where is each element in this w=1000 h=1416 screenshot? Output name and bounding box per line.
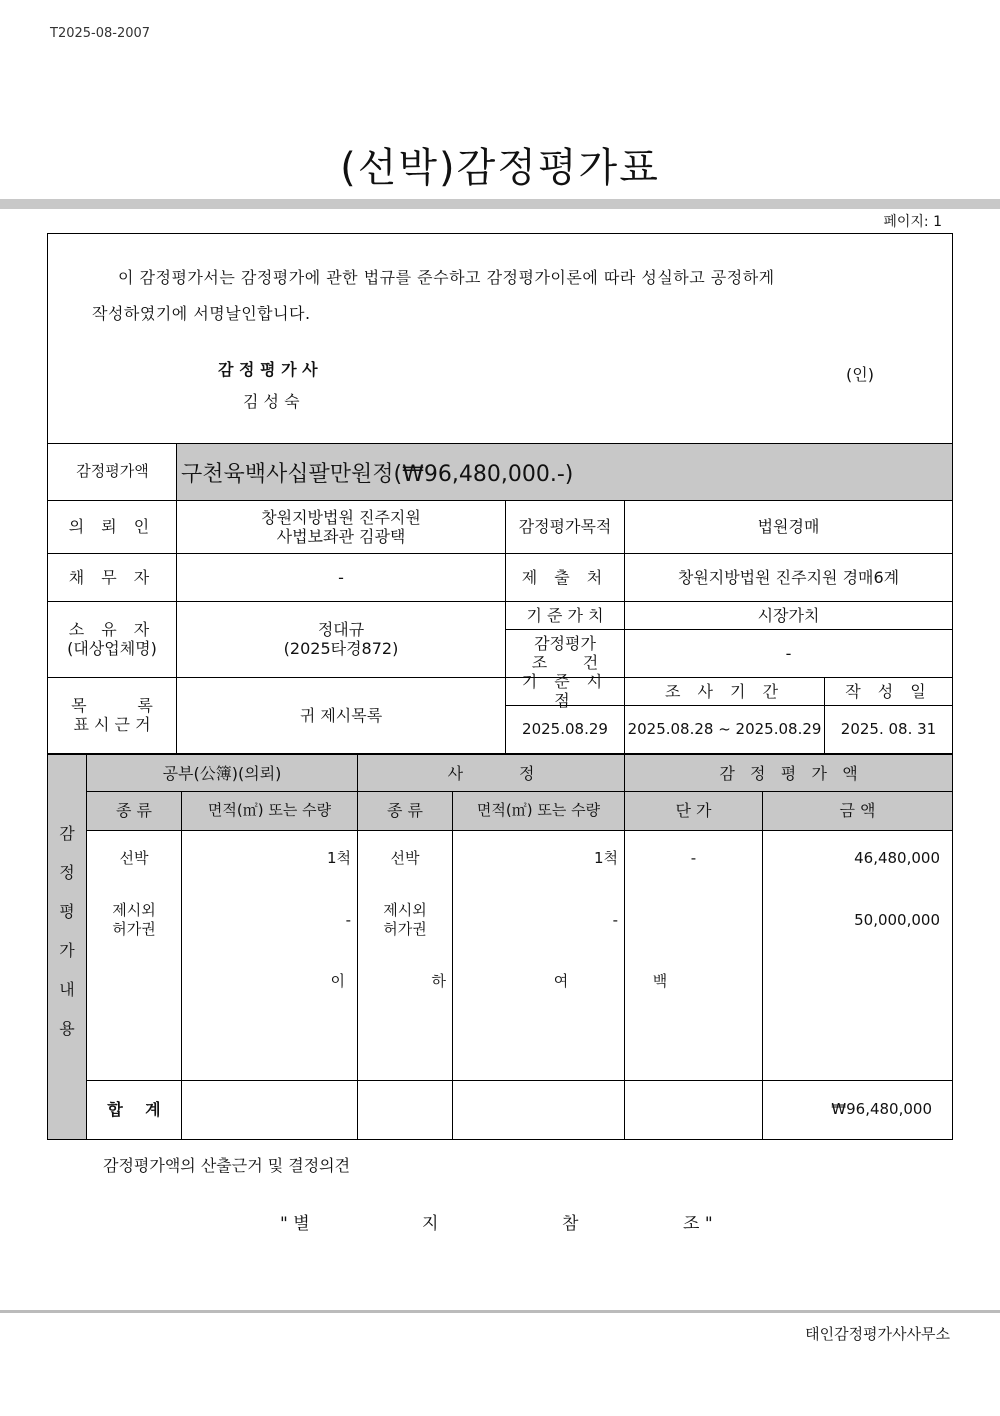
side-char-3: 평 bbox=[59, 902, 75, 921]
condition-label-line1: 감정평가 bbox=[534, 634, 596, 653]
submit-to-label: 제 출 처 bbox=[521, 567, 609, 587]
appraisal-header: 감 정 평 가 액 bbox=[719, 763, 858, 783]
row2-kind2: 제시외 허가권 bbox=[383, 901, 427, 938]
document-number: T2025-08-2007 bbox=[50, 26, 151, 41]
row1-amount: 46,480,000 bbox=[854, 848, 940, 867]
owner-label-line2: (대상업체명) bbox=[67, 639, 157, 658]
base-date-value: 2025.08.29 bbox=[522, 719, 608, 738]
page-title: (선박)감정평가표 bbox=[340, 145, 660, 191]
condition-label bbox=[506, 629, 624, 677]
appraisal-amount-value: 구천육백사십팔만원정(₩96,480,000.-) bbox=[177, 444, 952, 500]
separate-sheet-close: 조 " bbox=[683, 1214, 713, 1234]
list-basis-label-line1: 목 록 bbox=[71, 696, 153, 715]
appraiser-label: 감 정 평 가 사 bbox=[218, 360, 318, 379]
side-char-6: 용 bbox=[59, 1019, 75, 1038]
declaration-line1: 이 감정평가서는 감정평가에 관한 법규를 준수하고 감정평가이론에 따라 성실하고 공정하게 bbox=[118, 268, 775, 287]
row2-qty: - bbox=[345, 910, 351, 929]
side-char-1: 감 bbox=[59, 824, 75, 843]
purpose-value: 법원경매 bbox=[757, 517, 820, 536]
side-char-2: 정 bbox=[59, 863, 75, 882]
written-date-value: 2025. 08. 31 bbox=[840, 719, 937, 738]
seal-mark: (인) bbox=[846, 365, 874, 384]
separate-sheet-char-ji: 지 bbox=[422, 1214, 439, 1234]
row1-unit-price: - bbox=[690, 848, 697, 867]
debtor-label: 채 무 자 bbox=[68, 567, 156, 587]
appraisal-form bbox=[47, 233, 953, 1140]
base-date-label: 기 준 시 점 bbox=[521, 672, 609, 710]
row1-qty2: 1척 bbox=[593, 848, 618, 867]
amount-header: 금 액 bbox=[839, 801, 876, 820]
owner-case-no: (2025타경872) bbox=[283, 639, 399, 658]
owner-value bbox=[177, 601, 505, 677]
row2-kind: 제시외 허가권 bbox=[112, 901, 156, 938]
list-basis-value: 귀 제시목록 bbox=[299, 705, 383, 725]
condition-value: - bbox=[785, 643, 792, 663]
declaration-line2: 작성하였기에 서명날인합니다. bbox=[92, 304, 311, 323]
total-label: 합 계 bbox=[107, 1100, 161, 1119]
row2-qty2: - bbox=[612, 910, 618, 929]
client-line2: 사법보좌관 김광택 bbox=[276, 526, 406, 546]
separate-sheet-open: " 별 bbox=[280, 1214, 310, 1234]
row1-kind: 선박 bbox=[119, 848, 149, 867]
owner-name: 정대규 bbox=[317, 620, 365, 639]
survey-period-value: 2025.08.28 ~ 2025.08.29 bbox=[627, 719, 822, 738]
list-basis-label bbox=[48, 677, 176, 753]
owner-label bbox=[48, 601, 176, 677]
row2-amount: 50,000,000 bbox=[854, 910, 940, 929]
unit-price-header: 단 가 bbox=[675, 801, 712, 820]
basis-text: 감정평가액의 산출근거 및 결정의견 bbox=[103, 1156, 351, 1175]
kind-header: 종 류 bbox=[116, 801, 152, 820]
kind2-header: 종 류 bbox=[387, 801, 423, 820]
area2-header: 면적(㎡) 또는 수량 bbox=[476, 801, 601, 819]
owner-label-line1: 소 유 자 bbox=[68, 620, 156, 639]
client-line1: 창원지방법원 진주지원 bbox=[261, 507, 421, 527]
title-divider bbox=[0, 199, 1000, 209]
side-char-5: 내 bbox=[59, 980, 75, 999]
client-value bbox=[177, 500, 505, 553]
survey-period-label: 조 사 기 간 bbox=[664, 681, 785, 701]
inspection-header: 사 정 bbox=[447, 763, 535, 783]
appraisal-amount-label: 감정평가액 bbox=[76, 462, 149, 480]
submit-to-value: 창원지방법원 진주지원 경매6계 bbox=[677, 567, 900, 587]
client-label: 의 뢰 인 bbox=[68, 517, 156, 536]
footer-divider bbox=[0, 1310, 1000, 1313]
blank-mark-2: 하 bbox=[431, 971, 446, 990]
registry-header: 공부(公簿)(의뢰) bbox=[162, 763, 282, 783]
blank-mark-4: 백 bbox=[652, 971, 668, 990]
office-name: 태인감정평가사사무소 bbox=[805, 1325, 950, 1343]
page-number: 페이지: 1 bbox=[883, 214, 942, 230]
blank-mark-3: 여 bbox=[553, 971, 569, 990]
blank-mark-1: 이 bbox=[330, 971, 345, 990]
list-basis-label-line2: 표 시 근 거 bbox=[73, 715, 151, 734]
purpose-label: 감정평가목적 bbox=[518, 517, 612, 536]
row1-kind2: 선박 bbox=[390, 848, 420, 867]
written-date-label: 작 성 일 bbox=[845, 681, 932, 701]
area-header: 면적(㎡) 또는 수량 bbox=[207, 801, 332, 819]
debtor-value: - bbox=[338, 567, 344, 587]
detail-side-label bbox=[48, 824, 86, 1038]
separate-sheet-char-cham: 참 bbox=[562, 1214, 579, 1234]
side-char-4: 가 bbox=[59, 941, 75, 960]
value-basis-label: 기 준 가 치 bbox=[526, 605, 604, 625]
appraiser-name: 김 성 숙 bbox=[243, 392, 300, 411]
value-basis-value: 시장가치 bbox=[757, 605, 820, 625]
row1-qty: 1척 bbox=[326, 848, 351, 867]
total-value: ₩96,480,000 bbox=[831, 1100, 932, 1118]
condition-label-line2: 조 건 bbox=[531, 653, 599, 672]
row2-unit-price bbox=[625, 908, 762, 932]
